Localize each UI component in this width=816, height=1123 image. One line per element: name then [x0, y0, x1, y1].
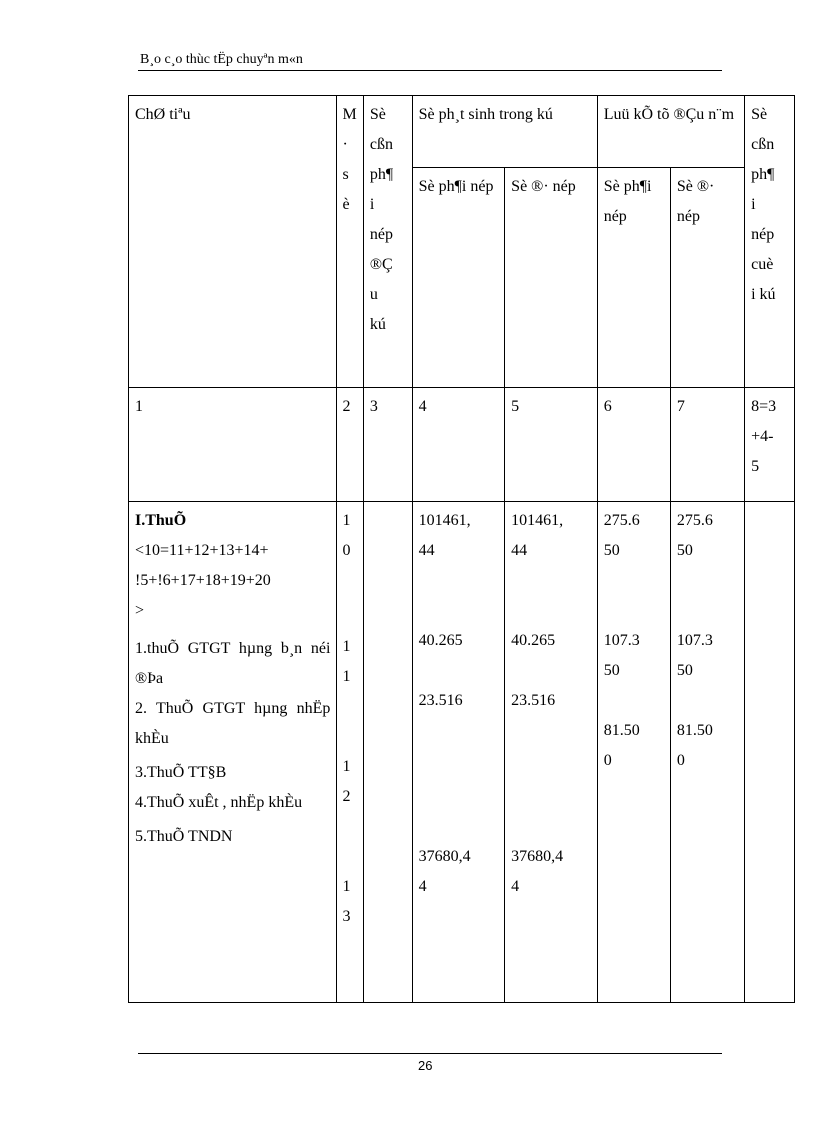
header-closing-balance: Sè cßn ph¶ i nép cuè i kú: [745, 96, 795, 388]
special-tax-label: 3.ThuÕ TT§B: [135, 764, 227, 781]
accumulated-payable-cell: 275.6 50 107.3 50 81.50 0: [597, 502, 670, 1003]
header-accum-paid: Sè ®· nép: [670, 168, 744, 388]
header-arising-payable: Sè ph¶i nép: [412, 168, 505, 388]
col-number-6: 6: [597, 388, 670, 502]
header-arising-group: Sè ph¸t sinh trong kú: [412, 96, 597, 168]
cit-label: 5.ThuÕ TNDN: [135, 828, 233, 845]
col-number-8: 8=3 +4- 5: [745, 388, 795, 502]
accumulated-paid-cell: 275.6 50 107.3 50 81.50 0: [670, 502, 744, 1003]
tax-total-formula-line-1: <10=11+12+13+14+: [135, 542, 269, 559]
header-opening-balance: Sè cßn ph¶ i nép ®Ç u kú: [363, 96, 412, 388]
col-number-2: 2: [337, 388, 363, 502]
header-indicator: ChØ tiªu: [129, 96, 337, 388]
tax-data-row: [129, 502, 795, 1003]
closing-balance-cell: [745, 502, 795, 1003]
code-cell: 1 0 1 1 1 2 1 3: [337, 502, 363, 1003]
header-accumulated-group: Luü kÕ tõ ®Çu n¨m: [597, 96, 744, 168]
header-divider: [138, 70, 722, 71]
tax-total-label: I.ThuÕ: [135, 512, 187, 529]
import-export-tax-label: 4.ThuÕ xuÊt , nhËp khÈu: [135, 794, 303, 811]
arising-payable-cell: 101461, 44 40.265 23.516 37680,4 4: [412, 502, 505, 1003]
page-header-title: B¸o c¸o thùc tËp chuyªn m«n: [140, 52, 303, 67]
tax-total-formula-line-2: !5+!6+17+18+19+20: [135, 572, 271, 589]
footer-divider: [138, 1053, 722, 1054]
header-arising-paid: Sè ®· nép: [505, 168, 598, 388]
arising-paid-cell: 101461, 44 40.265 23.516 37680,4 4: [505, 502, 598, 1003]
indicator-cell: [129, 502, 337, 1003]
header-accum-payable: Sè ph¶i nép: [597, 168, 670, 388]
col-number-4: 4: [412, 388, 505, 502]
tax-report-table: [128, 95, 795, 1003]
opening-balance-cell: [363, 502, 412, 1003]
col-number-1: 1: [129, 388, 337, 502]
page-number: 26: [418, 1058, 433, 1073]
header-row-1: [129, 96, 795, 168]
header-code: M · s è: [337, 96, 363, 388]
column-number-row: [129, 388, 795, 502]
col-number-3: 3: [363, 388, 412, 502]
col-number-5: 5: [505, 388, 598, 502]
col-number-7: 7: [670, 388, 744, 502]
tax-total-formula-line-3: >: [135, 602, 145, 619]
vat-domestic-label: 1.thuÕ GTGT hµng b¸n néi ®Þa: [135, 640, 331, 687]
vat-import-label: 2. ThuÕ GTGT hµng nhËp khÈu: [135, 700, 331, 747]
